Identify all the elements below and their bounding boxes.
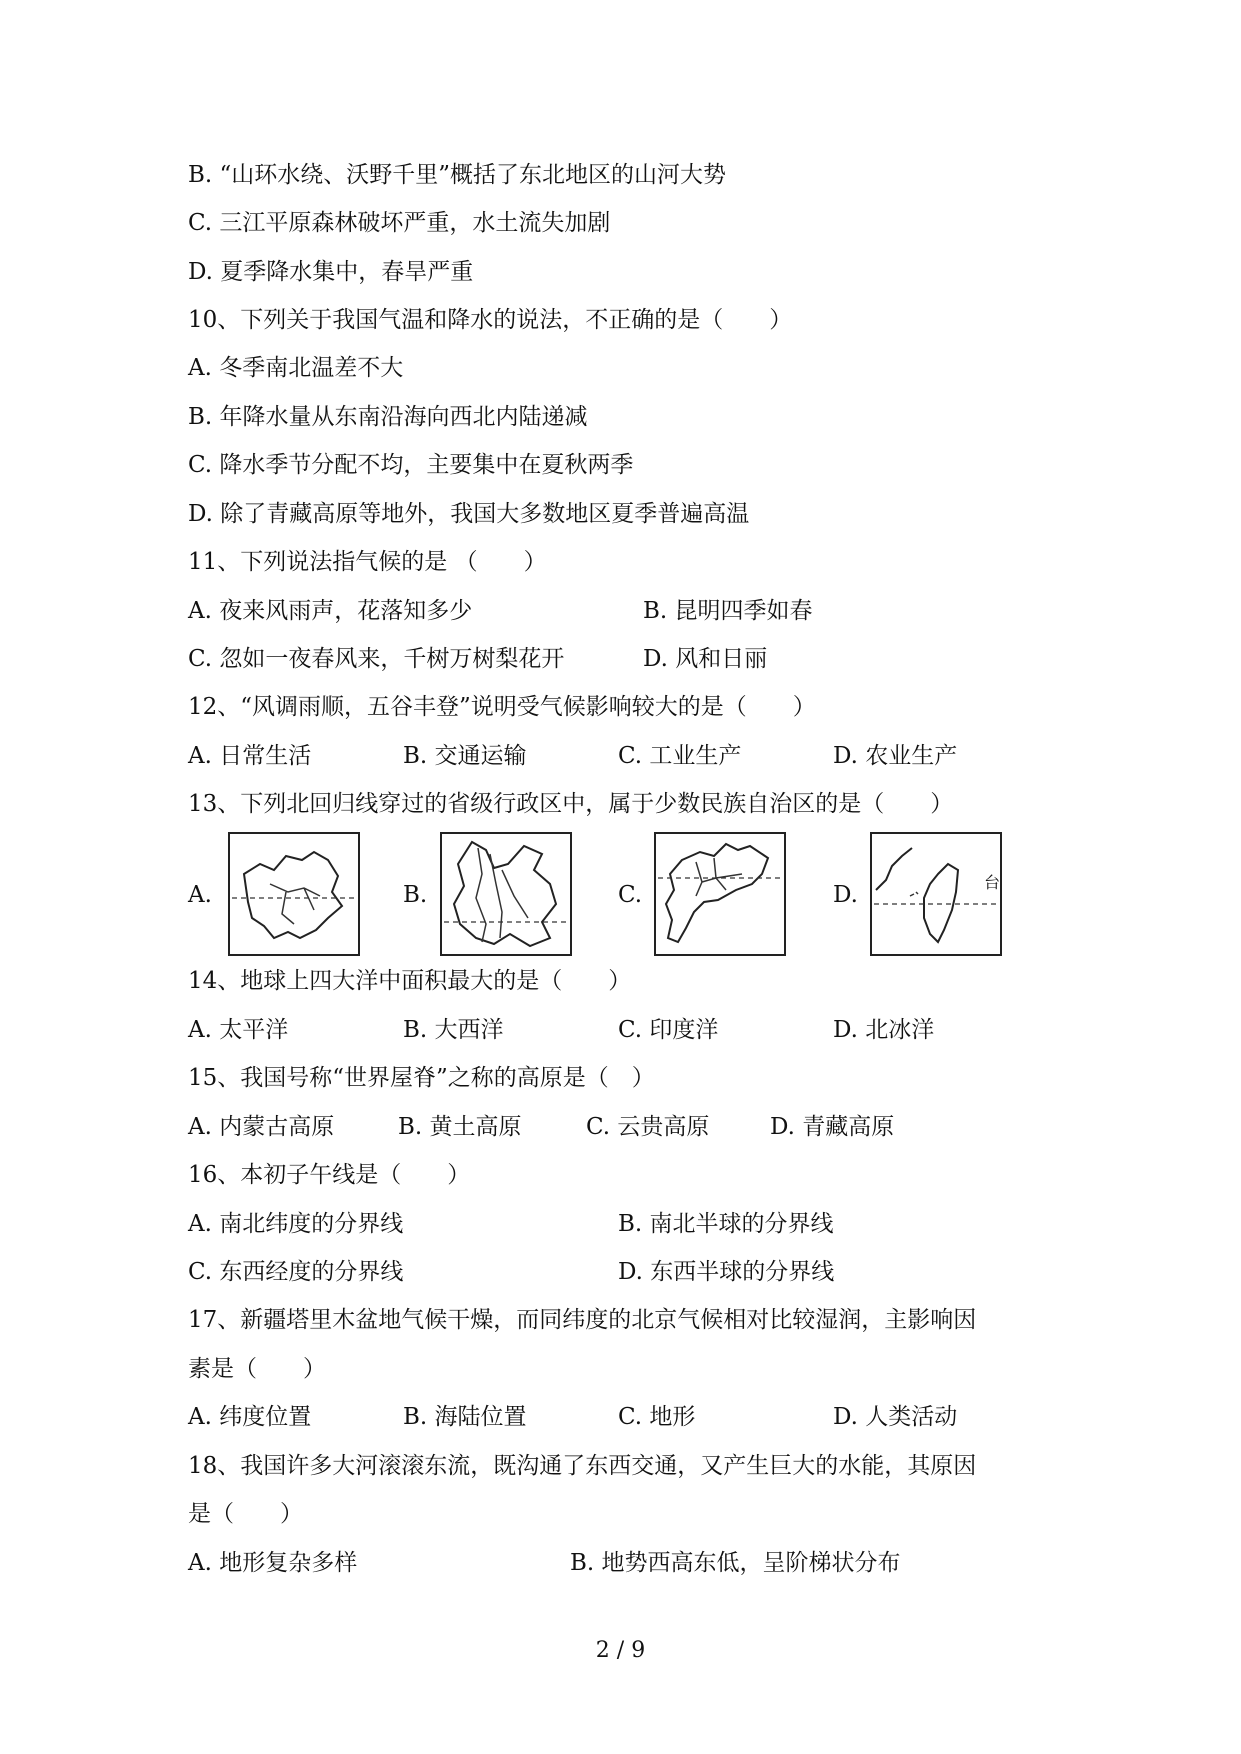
- q12-option-c: C. 工业生产: [618, 743, 742, 769]
- q11-option-c: C. 忽如一夜春风来，千树万树梨花开: [188, 646, 565, 672]
- q13-option-d-label: D.: [833, 882, 858, 908]
- q13-option-b-label: B.: [403, 882, 428, 908]
- q15-option-d: D. 青藏高原: [770, 1114, 895, 1140]
- q12-option-d: D. 农业生产: [833, 743, 958, 769]
- q17-stem-line2: 素是（ ）: [188, 1356, 326, 1382]
- q16-stem: 16、本初子午线是（ ）: [188, 1162, 471, 1188]
- q14-option-d: D. 北冰洋: [833, 1017, 935, 1043]
- q16-option-b: B. 南北半球的分界线: [618, 1211, 834, 1237]
- q13-map-b: [440, 832, 572, 956]
- q17-option-d: D. 人类活动: [833, 1404, 958, 1430]
- q12-option-a: A. 日常生活: [188, 743, 312, 769]
- q11-option-b: B. 昆明四季如春: [643, 598, 813, 624]
- q10-option-a: A. 冬季南北温差不大: [188, 355, 404, 381]
- q13-stem: 13、下列北回归线穿过的省级行政区中，属于少数民族自治区的是（ ）: [188, 791, 954, 817]
- q17-option-b: B. 海陆位置: [403, 1404, 527, 1430]
- q9-option-d: D. 夏季降水集中，春旱严重: [188, 259, 474, 285]
- q17-option-c: C. 地形: [618, 1404, 696, 1430]
- q15-option-b: B. 黄土高原: [398, 1114, 522, 1140]
- q10-option-d: D. 除了青藏高原等地外，我国大多数地区夏季普遍高温: [188, 501, 750, 527]
- page-number: 2 / 9: [595, 1638, 646, 1663]
- q10-option-b: B. 年降水量从东南沿海向西北内陆递减: [188, 404, 588, 430]
- q13-map-d: [870, 832, 1002, 956]
- q9-option-b: B. “山环水绕、沃野千里”概括了东北地区的山河大势: [188, 162, 727, 188]
- guangdong-map-icon: [656, 834, 784, 954]
- q13-option-c-label: C.: [618, 882, 643, 908]
- q15-stem: 15、我国号称“世界屋脊”之称的高原是（ ）: [188, 1065, 655, 1091]
- q16-option-a: A. 南北纬度的分界线: [188, 1211, 404, 1237]
- q14-option-b: B. 大西洋: [403, 1017, 504, 1043]
- q18-stem-line2: 是（ ）: [188, 1501, 303, 1527]
- q17-stem-line1: 17、新疆塔里木盆地气候干燥，而同纬度的北京气候相对比较湿润，主影响因: [188, 1307, 977, 1333]
- q11-option-a: A. 夜来风雨声，花落知多少: [188, 598, 473, 624]
- q14-option-c: C. 印度洋: [618, 1017, 719, 1043]
- q17-option-a: A. 纬度位置: [188, 1404, 312, 1430]
- q12-stem: 12、“风调雨顺，五谷丰登”说明受气候影响较大的是（ ）: [188, 694, 816, 720]
- q18-option-b: B. 地势西高东低，呈阶梯状分布: [570, 1550, 901, 1576]
- q13-map-c: [654, 832, 786, 956]
- q16-option-c: C. 东西经度的分界线: [188, 1259, 404, 1285]
- q9-option-c: C. 三江平原森林破坏严重，水土流失加剧: [188, 210, 611, 236]
- q18-option-a: A. 地形复杂多样: [188, 1550, 358, 1576]
- q13-option-a-label: A.: [188, 882, 212, 908]
- q10-stem: 10、下列关于我国气温和降水的说法，不正确的是（ ）: [188, 307, 793, 333]
- q13-map-a: [228, 832, 360, 956]
- q12-option-b: B. 交通运输: [403, 743, 527, 769]
- q18-stem-line1: 18、我国许多大河滚滚东流，既沟通了东西交通，又产生巨大的水能，其原因: [188, 1453, 977, 1479]
- q15-option-a: A. 内蒙古高原: [188, 1114, 335, 1140]
- taiwan-map-icon: [872, 834, 1000, 954]
- q15-option-c: C. 云贵高原: [586, 1114, 710, 1140]
- q10-option-c: C. 降水季节分配不均，主要集中在夏秋两季: [188, 452, 634, 478]
- q11-option-d: D. 风和日丽: [643, 646, 768, 672]
- yunnan-map-icon: [442, 834, 570, 954]
- q11-stem: 11、下列说法指气候的是 （ ）: [188, 549, 547, 575]
- q14-stem: 14、地球上四大洋中面积最大的是（ ）: [188, 968, 632, 994]
- guangxi-map-icon: [230, 834, 358, 954]
- map-d-mark: 台: [984, 873, 1000, 892]
- q16-option-d: D. 东西半球的分界线: [618, 1259, 835, 1285]
- q14-option-a: A. 太平洋: [188, 1017, 289, 1043]
